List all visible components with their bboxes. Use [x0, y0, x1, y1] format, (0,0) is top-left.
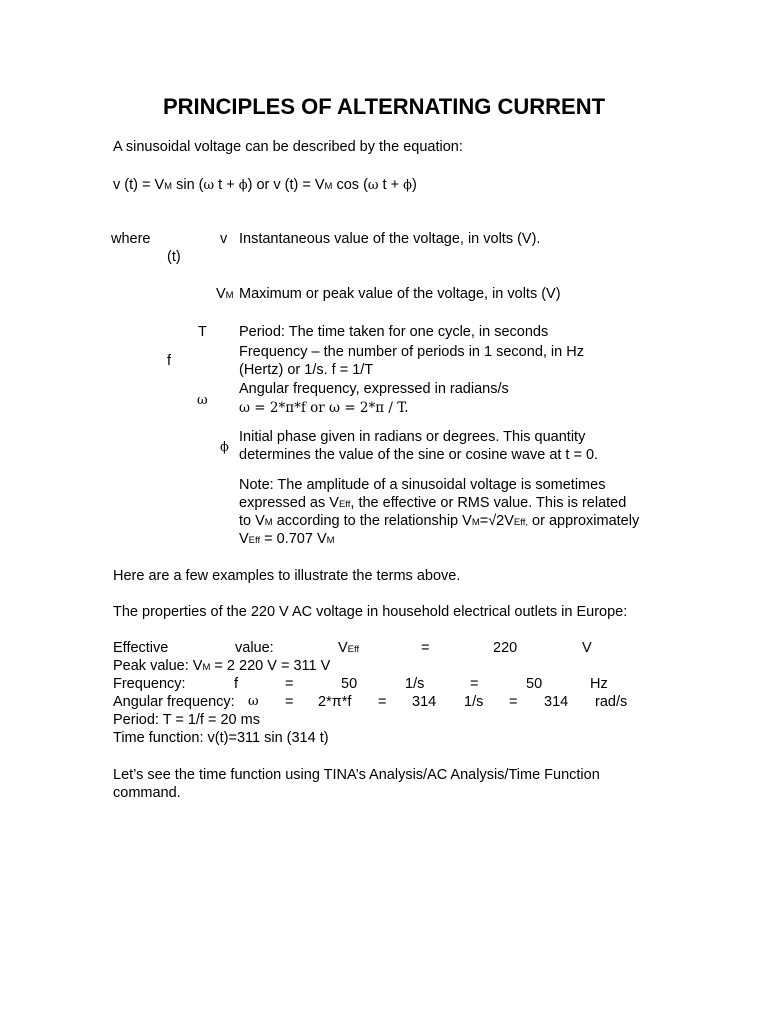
note-line-3: to VM according to the relationship VM=√2VEff, or approximately — [239, 513, 640, 529]
angular-omega: ω — [248, 694, 259, 709]
def-phi-2: determines the value of the sine or cosine wave at t = 0. — [239, 447, 599, 463]
frequency-label: Frequency: — [113, 676, 186, 692]
note-line-1: Note: The amplitude of a sinusoidal voltage is sometimes — [239, 477, 606, 493]
frequency-eq-1: = — [285, 676, 294, 692]
symbol-omega: ω — [197, 393, 208, 408]
frequency-value-2: 50 — [526, 676, 543, 692]
effective-symbol: VEff — [338, 640, 360, 656]
def-f-1: Frequency – the number of periods in 1 second, in Hz — [239, 344, 584, 360]
frequency-unit-2: Hz — [590, 676, 608, 692]
note-line-4: VEff = 0.707 VM — [239, 531, 335, 547]
closing-line-1: Let’s see the time function using TINA’s Analysis/AC Analysis/Time Function — [113, 767, 600, 783]
time-function-line: Time function: v(t)=311 sin (314 t) — [113, 730, 329, 746]
intro-text: A sinusoidal voltage can be described by the equation: — [113, 139, 463, 155]
symbol-v: v — [220, 231, 228, 247]
examples-intro: Here are a few examples to illustrate the terms above. — [113, 568, 461, 584]
omega-symbol: ω — [203, 178, 215, 193]
angular-value-1: 314 — [412, 694, 437, 710]
where-label: where — [111, 231, 151, 247]
effective-equals: = — [421, 640, 430, 656]
symbol-phi: ϕ — [220, 440, 229, 455]
def-phi-1: Initial phase given in radians or degrees. This quantity — [239, 429, 586, 445]
def-omega-2: ω = 2*π*f or ω = 2*π / T. — [239, 400, 409, 416]
symbol-t-paren: (t) — [167, 249, 181, 265]
properties-intro: The properties of the 220 V AC voltage in household electrical outlets in Europe: — [113, 604, 628, 620]
symbol-vm: VM — [216, 286, 234, 302]
angular-label: Angular frequency: — [113, 694, 235, 710]
angular-value-2: 314 — [544, 694, 569, 710]
phi-symbol: ϕ — [238, 178, 248, 193]
page-title: PRINCIPLES OF ALTERNATING CURRENT — [162, 94, 606, 119]
angular-expr: 2*π*f — [318, 694, 352, 710]
closing-line-2: command. — [113, 785, 181, 801]
def-omega-1: Angular frequency, expressed in radians/s — [239, 381, 509, 397]
def-v: Instantaneous value of the voltage, in volts (V). — [239, 231, 541, 247]
angular-unit-2: rad/s — [595, 694, 628, 710]
effective-label: Effective — [113, 640, 169, 656]
def-f-2: (Hertz) or 1/s. f = 1/T — [239, 362, 374, 378]
symbol-f: f — [167, 353, 172, 369]
peak-value: Peak value: VM = 2 220 V = 311 V — [113, 658, 331, 674]
frequency-eq-2: = — [470, 676, 479, 692]
effective-unit: V — [582, 640, 592, 656]
frequency-value-1: 50 — [341, 676, 358, 692]
effective-number: 220 — [493, 640, 518, 656]
equation: v (t) = VM sin (ω t + ϕ) or v (t) = VM cos (ω t + ϕ) — [113, 177, 417, 193]
symbol-T: T — [198, 324, 207, 340]
effective-value-word: value: — [235, 640, 274, 656]
note-line-2: expressed as VEff, the effective or RMS value. This is related — [239, 495, 627, 511]
def-T: Period: The time taken for one cycle, in seconds — [239, 324, 549, 340]
def-vm: Maximum or peak value of the voltage, in volts (V) — [239, 286, 561, 302]
frequency-unit-1: 1/s — [405, 676, 425, 692]
frequency-f: f — [234, 676, 239, 692]
angular-eq-1: = — [285, 694, 294, 710]
angular-eq-3: = — [509, 694, 518, 710]
angular-unit-1: 1/s — [464, 694, 484, 710]
period-line: Period: T = 1/f = 20 ms — [113, 712, 260, 728]
angular-eq-2: = — [378, 694, 387, 710]
